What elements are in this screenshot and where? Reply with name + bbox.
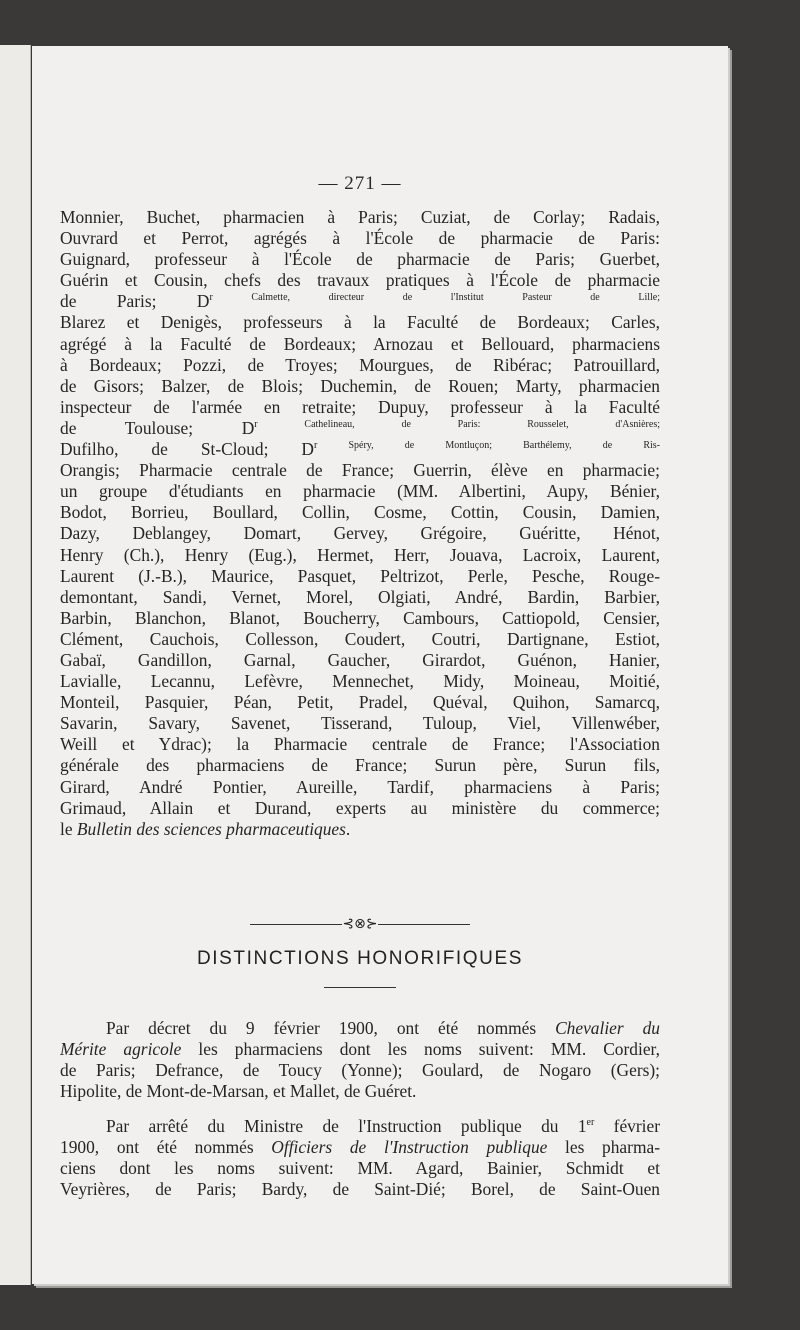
text-line: de Paris; Defrance, de Toucy (Yonne); Goulard, de Nogaro (Gers); [60,1060,660,1081]
text-line: Monnier, Buchet, pharmacien à Paris; Cuziat, de Corlay; Radais, [60,207,660,227]
text-line: Grimaud, Allain et Durand, experts au ministère du commerce; [60,797,660,818]
text-segment: les pharma- [547,1137,660,1158]
text-line: Girard, André Pontier, Aureille, Tardif, pharmaciens à Paris; [60,776,660,797]
text-line: Monteil, Pasquier, Péan, Petit, Pradel, Quéval, Quihon, Samarcq, [60,692,660,713]
text-line [60,439,660,460]
text-line: Veyrières, de Paris; Bardy, de Saint-Dié; Borel, de Saint-Ouen [60,1179,660,1200]
text-line: un groupe d'étudiants en pharmacie (MM. Albertini, Aupy, Bénier, [60,481,660,502]
text-line: demontant, Sandi, Vernet, Morel, Olgiati, André, Bardin, Barbier, [60,586,660,607]
arrete-paragraph [60,1116,660,1200]
journal-title: Bulletin des sciences pharmaceutiques [76,818,346,839]
heading-underline [324,987,396,988]
text-segment: le [60,818,77,839]
text-line: agrégé à la Faculté de Bordeaux; Arnozau et Bellouard, pharmaciens [60,333,660,354]
text-line [60,819,660,840]
text-line: Orangis; Pharmacie centrale de France; Guerrin, élève en pharmacie; [60,460,660,481]
text-segment: r Cathelineau, de Paris: Rousselet, d'Asnières; [254,419,660,431]
text-line: Henry (Ch.), Henry (Eug.), Hermet, Herr, Jouava, Lacroix, Laurent, [60,544,660,565]
text-line: Savarin, Savary, Savenet, Tisserand, Tuloup, Viel, Villenwéber, [60,713,660,734]
text-segment: . [345,818,351,839]
text-line [60,1116,660,1137]
text-line: à Bordeaux; Pozzi, de Troyes; Mourgues, de Ribérac; Patrouillard, [60,354,660,375]
text-line: Blarez et Denigès, professeurs à la Faculté de Bordeaux; Carles, [60,312,660,333]
text-line [60,418,660,439]
text-line [60,291,660,312]
text-segment: Par décret du 9 février 1900, ont été nommés [106,1018,556,1038]
text-line: Clément, Cauchois, Collesson, Coudert, Coutri, Dartignane, Estiot, [60,628,660,649]
text-line: de Gisors; Balzer, de Blois; Duchemin, de Rouen; Marty, pharmacien [60,375,660,396]
text-segment: Chevalier du [555,1018,660,1038]
text-segment: de Toulouse; D [60,417,255,438]
section-heading: DISTINCTIONS HONORIFIQUES [196,948,524,969]
section-ornament [60,916,660,932]
text-segment: Dufilho, de St-Cloud; D [60,439,314,460]
text-line [60,1018,660,1039]
text-segment: Par arrêté du Ministre de l'Instruction publique du 1 [106,1116,587,1136]
text-line: ciens dont les noms suivent: MM. Agard, Bainier, Schmidt et [60,1158,660,1179]
text-line: Hipolite, de Mont-de-Marsan, et Mallet, de Guéret. [60,1081,417,1102]
text-line: Guérin et Cousin, chefs des travaux pratiques à l'École de pharmacie [60,270,660,291]
fleuron-icon: ⊰⊗⊱ [342,916,378,932]
text-segment: 1900, ont été nommés [60,1137,272,1158]
text-segment: février [594,1116,660,1136]
text-line [60,1137,660,1158]
previous-page-edge [0,45,31,1285]
text-line: Weill et Ydrac); la Pharmacie centrale de France; l'Association [60,734,660,755]
acknowledgements-paragraph [60,207,660,840]
text-line: Lavialle, Lecannu, Lefèvre, Mennechet, Midy, Moineau, Moitié, [60,671,660,692]
text-segment: r Calmette, directeur de l'Institut Pasteur de Lille; [209,292,660,304]
decree-paragraph [60,1018,660,1102]
text-line [60,1039,660,1060]
text-line: Bodot, Borrieu, Boullard, Collin, Cosme, Cottin, Cousin, Damien, [60,502,660,523]
text-line: Barbin, Blanchon, Blanot, Boucherry, Cambours, Cattiopold, Censier, [60,607,660,628]
text-line: Guignard, professeur à l'École de pharmacie de Paris; Guerbet, [60,249,660,270]
page-number: — 271 — [318,173,402,194]
document-page [32,46,728,1284]
text-line: Dazy, Deblangey, Domart, Gervey, Grégoire, Guéritte, Hénot, [60,523,660,544]
text-line: inspecteur de l'armée en retraite; Dupuy, professeur à la Faculté [60,396,660,417]
text-segment: Officiers de l'Instruction publique [271,1137,548,1158]
text-segment: Mérite agricole [60,1039,182,1060]
text-segment: er [586,1117,595,1129]
ornament-rule-right [378,924,470,925]
text-segment: de Paris; D [60,291,210,312]
ornament-rule-left [250,924,342,925]
text-line: Laurent (J.-B.), Maurice, Pasquet, Peltrizot, Perle, Pesche, Rouge- [60,565,660,586]
text-line: Gabaï, Gandillon, Garnal, Gaucher, Girardot, Guénon, Hanier, [60,649,660,670]
text-line: Ouvrard et Perrot, agrégés à l'École de pharmacie de Paris: [60,228,660,249]
text-segment: les pharmaciens dont les noms suivent: MM. Cordier, [181,1039,660,1060]
text-line: générale des pharmaciens de France; Surun père, Surun fils, [60,755,660,776]
text-segment: r Spéry, de Montluçon; Barthélemy, de Ris- [314,440,660,452]
